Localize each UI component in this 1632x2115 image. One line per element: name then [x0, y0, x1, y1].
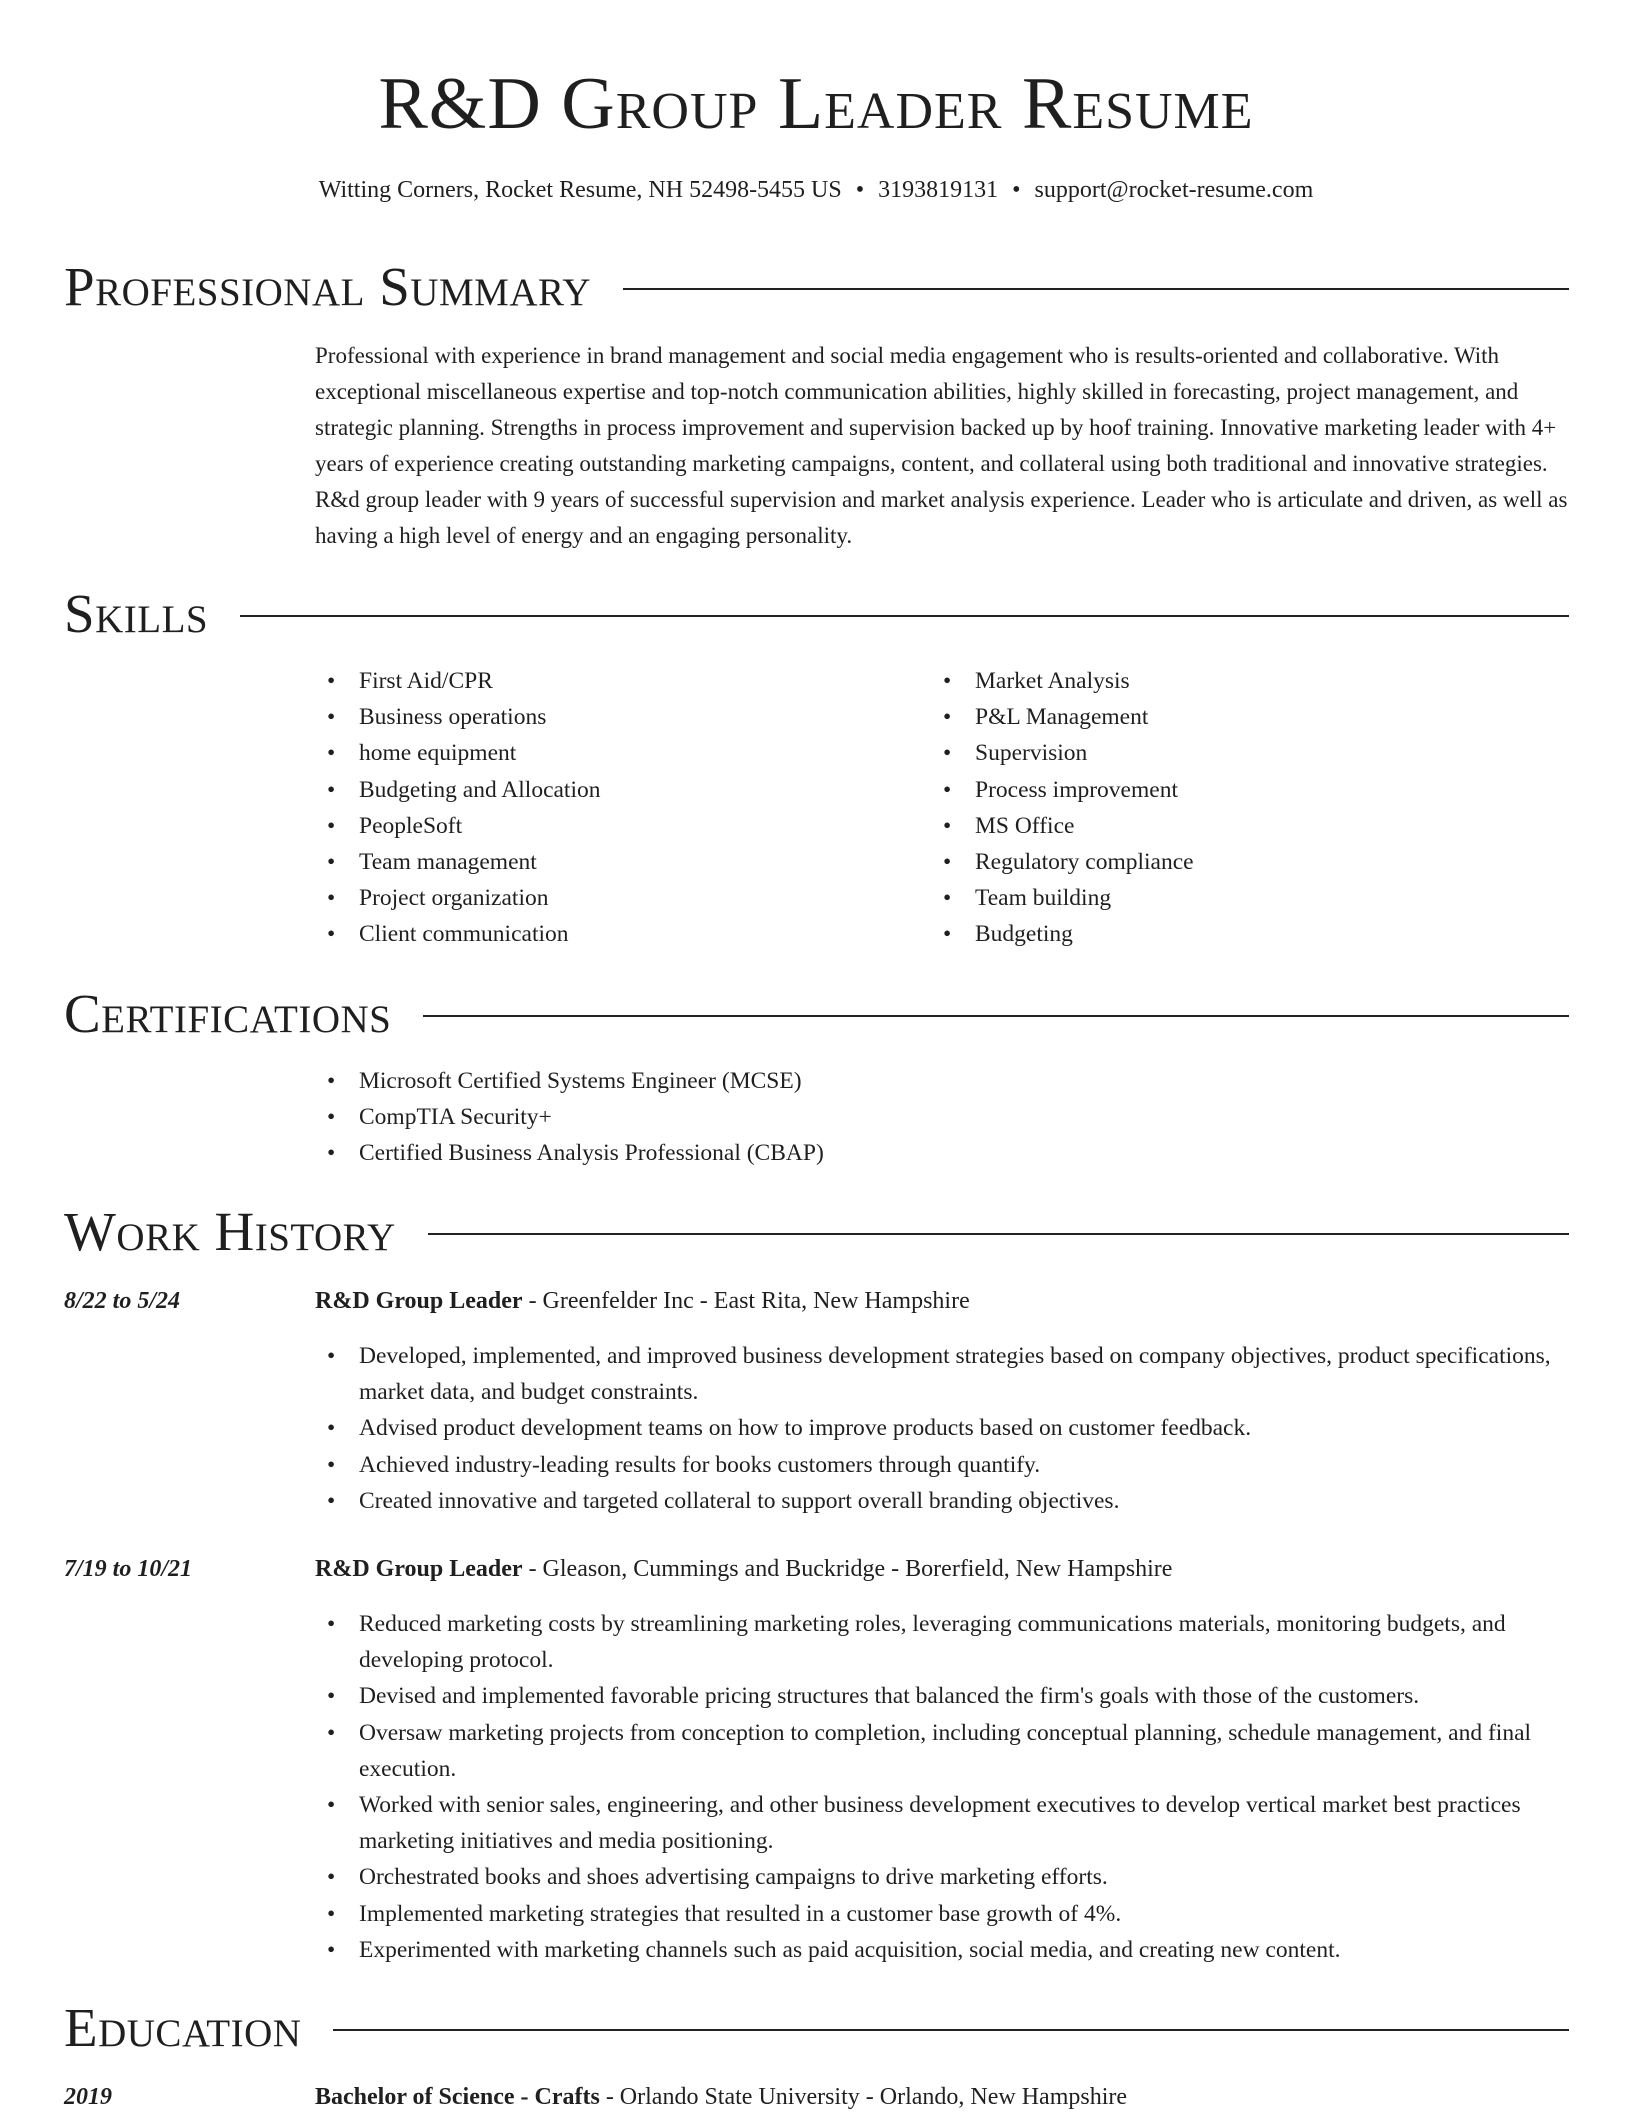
- contact-separator: •: [855, 177, 865, 203]
- resume-title: R&D Group Leader Resume: [378, 63, 1254, 145]
- section-title: Professional Summary: [64, 256, 592, 317]
- section-divider: [240, 615, 1569, 617]
- job-bullets: [315, 1338, 1570, 1519]
- section-header-education: [64, 1996, 1569, 2060]
- skill-item: • Client communication: [315, 916, 601, 952]
- contact-email: support@rocket-resume.com: [1034, 177, 1314, 203]
- skill-item: • Budgeting and Allocation: [315, 772, 601, 808]
- section-divider: [428, 1233, 1569, 1235]
- section-header-certifications: [64, 982, 1569, 1046]
- skill-item: • Project organization: [315, 880, 601, 916]
- skill-item: • Market Analysis: [931, 663, 1194, 699]
- job-title-line: [315, 1283, 970, 1319]
- job-title-line: [315, 1551, 1172, 1587]
- skill-item: • Supervision: [931, 735, 1194, 771]
- education-school: - Orlando State University - Orlando, New Hampshire: [599, 2084, 1128, 2110]
- skill-item: • Process improvement: [931, 772, 1194, 808]
- job-bullet: • Oversaw marketing projects from conception to completion, including conceptual planning, schedule management, and final execution.: [315, 1715, 1570, 1787]
- skill-item: • MS Office: [931, 808, 1194, 844]
- section-divider: [333, 2029, 1569, 2031]
- job-bullet: • Experimented with marketing channels such as paid acquisition, social media, and creating new content.: [315, 1932, 1570, 1968]
- job-bullet: • Developed, implemented, and improved business development strategies based on company objectives, product specifications, market data, and budget constraints.: [315, 1338, 1570, 1410]
- job-dates: 8/22 to 5/24: [64, 1288, 181, 1314]
- job-employer: - Greenfelder Inc - East Rita, New Hampshire: [522, 1288, 970, 1314]
- section-title: Certifications: [64, 983, 392, 1044]
- certification-item: • CompTIA Security+: [315, 1099, 824, 1135]
- skill-item: • home equipment: [315, 735, 601, 771]
- skill-item: • Budgeting: [931, 916, 1194, 952]
- education-year: 2019: [64, 2084, 112, 2110]
- section-header-work-history: [64, 1200, 1569, 1264]
- section-title: Skills: [64, 583, 209, 644]
- skill-item: • Team building: [931, 880, 1194, 916]
- skill-item: • Business operations: [315, 699, 601, 735]
- skill-item: • First Aid/CPR: [315, 663, 601, 699]
- certifications-list: [315, 1063, 824, 1172]
- certification-item: • Microsoft Certified Systems Engineer (MCSE): [315, 1063, 824, 1099]
- skill-item: • P&L Management: [931, 699, 1194, 735]
- skills-list-right: [931, 663, 1194, 953]
- contact-address: Witting Corners, Rocket Resume, NH 52498-5455 US: [318, 177, 842, 203]
- skill-item: • PeopleSoft: [315, 808, 601, 844]
- job-dates: 7/19 to 10/21: [64, 1556, 193, 1582]
- education-degree: Bachelor of Science - Crafts: [315, 2084, 600, 2110]
- section-header-skills: [64, 582, 1569, 646]
- summary-paragraph: Professional with experience in brand management and social media engagement who is results-oriented and collaborative. With exceptional miscellaneous expertise and top-notch communication abilities, highly skilled in forecasting, project management, and strategic planning. Strengths in process improvement and supervision backed up by hoof training. Innovative marketing leader with 4+ years of experience creating outstanding marketing campaigns, content, and collateral using both traditional and innovative strategies. R&d group leader with 9 years of successful supervision and market analysis experience. Leader who is articulate and driven, as well as having a high level of energy and an engaging personality.: [315, 343, 1568, 548]
- section-title: Education: [64, 1997, 302, 2058]
- skill-item: • Team management: [315, 844, 601, 880]
- contact-phone: 3193819131: [878, 177, 999, 203]
- job-bullet: • Advised product development teams on how to improve products based on customer feedback.: [315, 1410, 1570, 1446]
- contact-separator: •: [1012, 177, 1021, 203]
- job-bullet: • Achieved industry-leading results for books customers through quantify.: [315, 1447, 1570, 1483]
- job-bullet: • Devised and implemented favorable pricing structures that balanced the firm's goals with those of the customers.: [315, 1678, 1570, 1714]
- job-bullet: • Created innovative and targeted collateral to support overall branding objectives.: [315, 1483, 1570, 1519]
- contact-line: [0, 172, 1632, 208]
- section-title: Work History: [64, 1201, 396, 1262]
- section-divider: [623, 288, 1569, 290]
- education-line: [315, 2079, 1127, 2115]
- job-bullets: [315, 1606, 1570, 1968]
- job-bullet: • Reduced marketing costs by streamlining marketing roles, leveraging communications materials, monitoring budgets, and developing protocol.: [315, 1606, 1570, 1678]
- job-employer: - Gleason, Cummings and Buckridge - Borerfield, New Hampshire: [522, 1556, 1173, 1582]
- job-bullet: • Implemented marketing strategies that resulted in a customer base growth of 4%.: [315, 1896, 1570, 1932]
- certification-item: • Certified Business Analysis Professional (CBAP): [315, 1135, 824, 1171]
- job-bullet: • Orchestrated books and shoes advertising campaigns to drive marketing efforts.: [315, 1859, 1570, 1895]
- skill-item: • Regulatory compliance: [931, 844, 1194, 880]
- skills-list-left: [315, 663, 601, 953]
- job-bullet: • Worked with senior sales, engineering, and other business development executives to develop vertical market best practices marketing initiatives and media positioning.: [315, 1787, 1570, 1859]
- job-role: R&D Group Leader: [315, 1288, 523, 1314]
- job-role: R&D Group Leader: [315, 1556, 523, 1582]
- section-header-summary: [64, 255, 1569, 319]
- section-divider: [423, 1015, 1569, 1017]
